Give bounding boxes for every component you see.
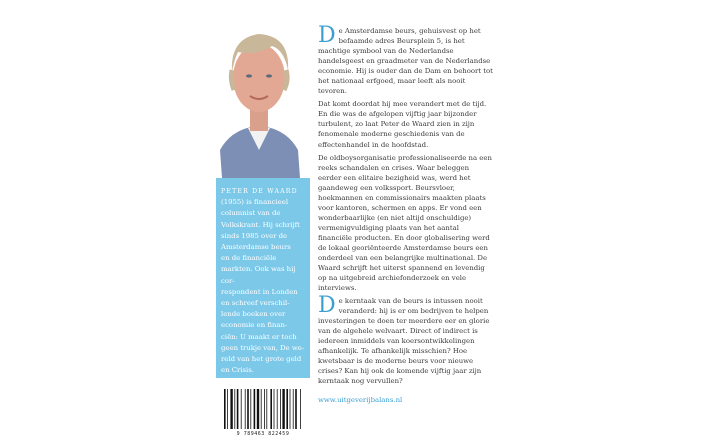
bio-line: lende boeken over bbox=[221, 310, 286, 319]
bio-line: Volkskrant. Hij schrijft bbox=[221, 220, 300, 229]
dropcap: D bbox=[318, 23, 336, 48]
intro-paragraph: De Amsterdamse beurs, gehuisvest op het befaamde adres Beursplein 5, is het machtige symbool van de Nederlandse handelsgeest en graadmeter van de Nederlandse economie. Hij is ouder dan de Dam en behoort tot het nationaal erfgoed, maar leeft als nooit tevoren. bbox=[318, 23, 493, 96]
bio-line: en de financiële markten. Ook was hij cor- bbox=[221, 254, 296, 285]
bio-line: respondent in Londen bbox=[221, 287, 298, 296]
second-paragraph: De kerntaak van de beurs is intussen nooit veranderd: hij is er om bedrijven te helpen investeringen te doen ter meerdere eer en glorie van de algehele welvaart. Direct of indirect is iedereen inmiddels van koersontwikkelingen afhankelijk. Te afhankelijk misschien? Hoe kwetsbaar is de moderne beurs voor nieuwe crises? Kan hij ook de komende vijftig jaar zijn kerntaak nog vervullen? bbox=[318, 293, 490, 386]
bio-line: sinds 1985 over de bbox=[221, 231, 288, 240]
barcode-bars bbox=[222, 389, 304, 429]
paragraph-2: Dat komt doordat hij mee verandert met de tijd. En die was de afgelopen vijftig jaar bijzonder turbulent, zo laat Peter de Waard zien in zijn fenomenale moderne geschiedenis van de effectenhandel in de hoofdstad. bbox=[318, 100, 487, 149]
author-portrait-illustration bbox=[212, 0, 306, 178]
bio-line: (1955) is financieel bbox=[221, 198, 289, 207]
isbn-barcode bbox=[222, 389, 304, 435]
bio-line: en Crisis. bbox=[221, 366, 254, 375]
author-bio bbox=[221, 186, 307, 376]
bio-line: Amsterdamse beurs bbox=[221, 243, 291, 252]
bio-line: columnist van de bbox=[221, 209, 281, 218]
bio-line: reld van het grote geld bbox=[221, 355, 302, 364]
publisher-url[interactable]: www.uitgeverijbalans.nl bbox=[318, 396, 403, 404]
author-name: PETER DE WAARD bbox=[221, 188, 298, 195]
paragraph-3: De oldboysorganisatie professionaliseerde na een reeks schandalen en crises. Waar beleggen eerder een elitaire bezigheid was, werd het gaandeweg een volkssport. Beursvloer, hoekmannen en commissionairs maakten plaats voor kantoren, schermen en apps. Er vond een wonderbaarlijke (en niet altijd onschuldige) vermenigvuldiging plaats van het aantal financiële producten. En door globalisering werd de lokaal georiënteerde Amsterdamse beurs een onderdeel van een belangrijke multinational. De Waard schrijft het uiterst spannend en levendig op na uitgebreid archiefonderzoek en vele interviews. bbox=[318, 153, 492, 293]
isbn-number: 9 789463 822459 bbox=[236, 431, 290, 437]
author-photo bbox=[212, 0, 306, 178]
blurb-column-bottom bbox=[318, 293, 494, 389]
bio-line: geen trukje van, De we- bbox=[221, 343, 305, 352]
bio-line: en schreef verschil- bbox=[221, 299, 290, 308]
blurb-column-top bbox=[318, 23, 494, 296]
bio-line: economie en finan- bbox=[221, 321, 288, 330]
bio-line: ciën: U maakt er toch bbox=[221, 332, 297, 341]
dropcap-2: D bbox=[318, 293, 336, 318]
